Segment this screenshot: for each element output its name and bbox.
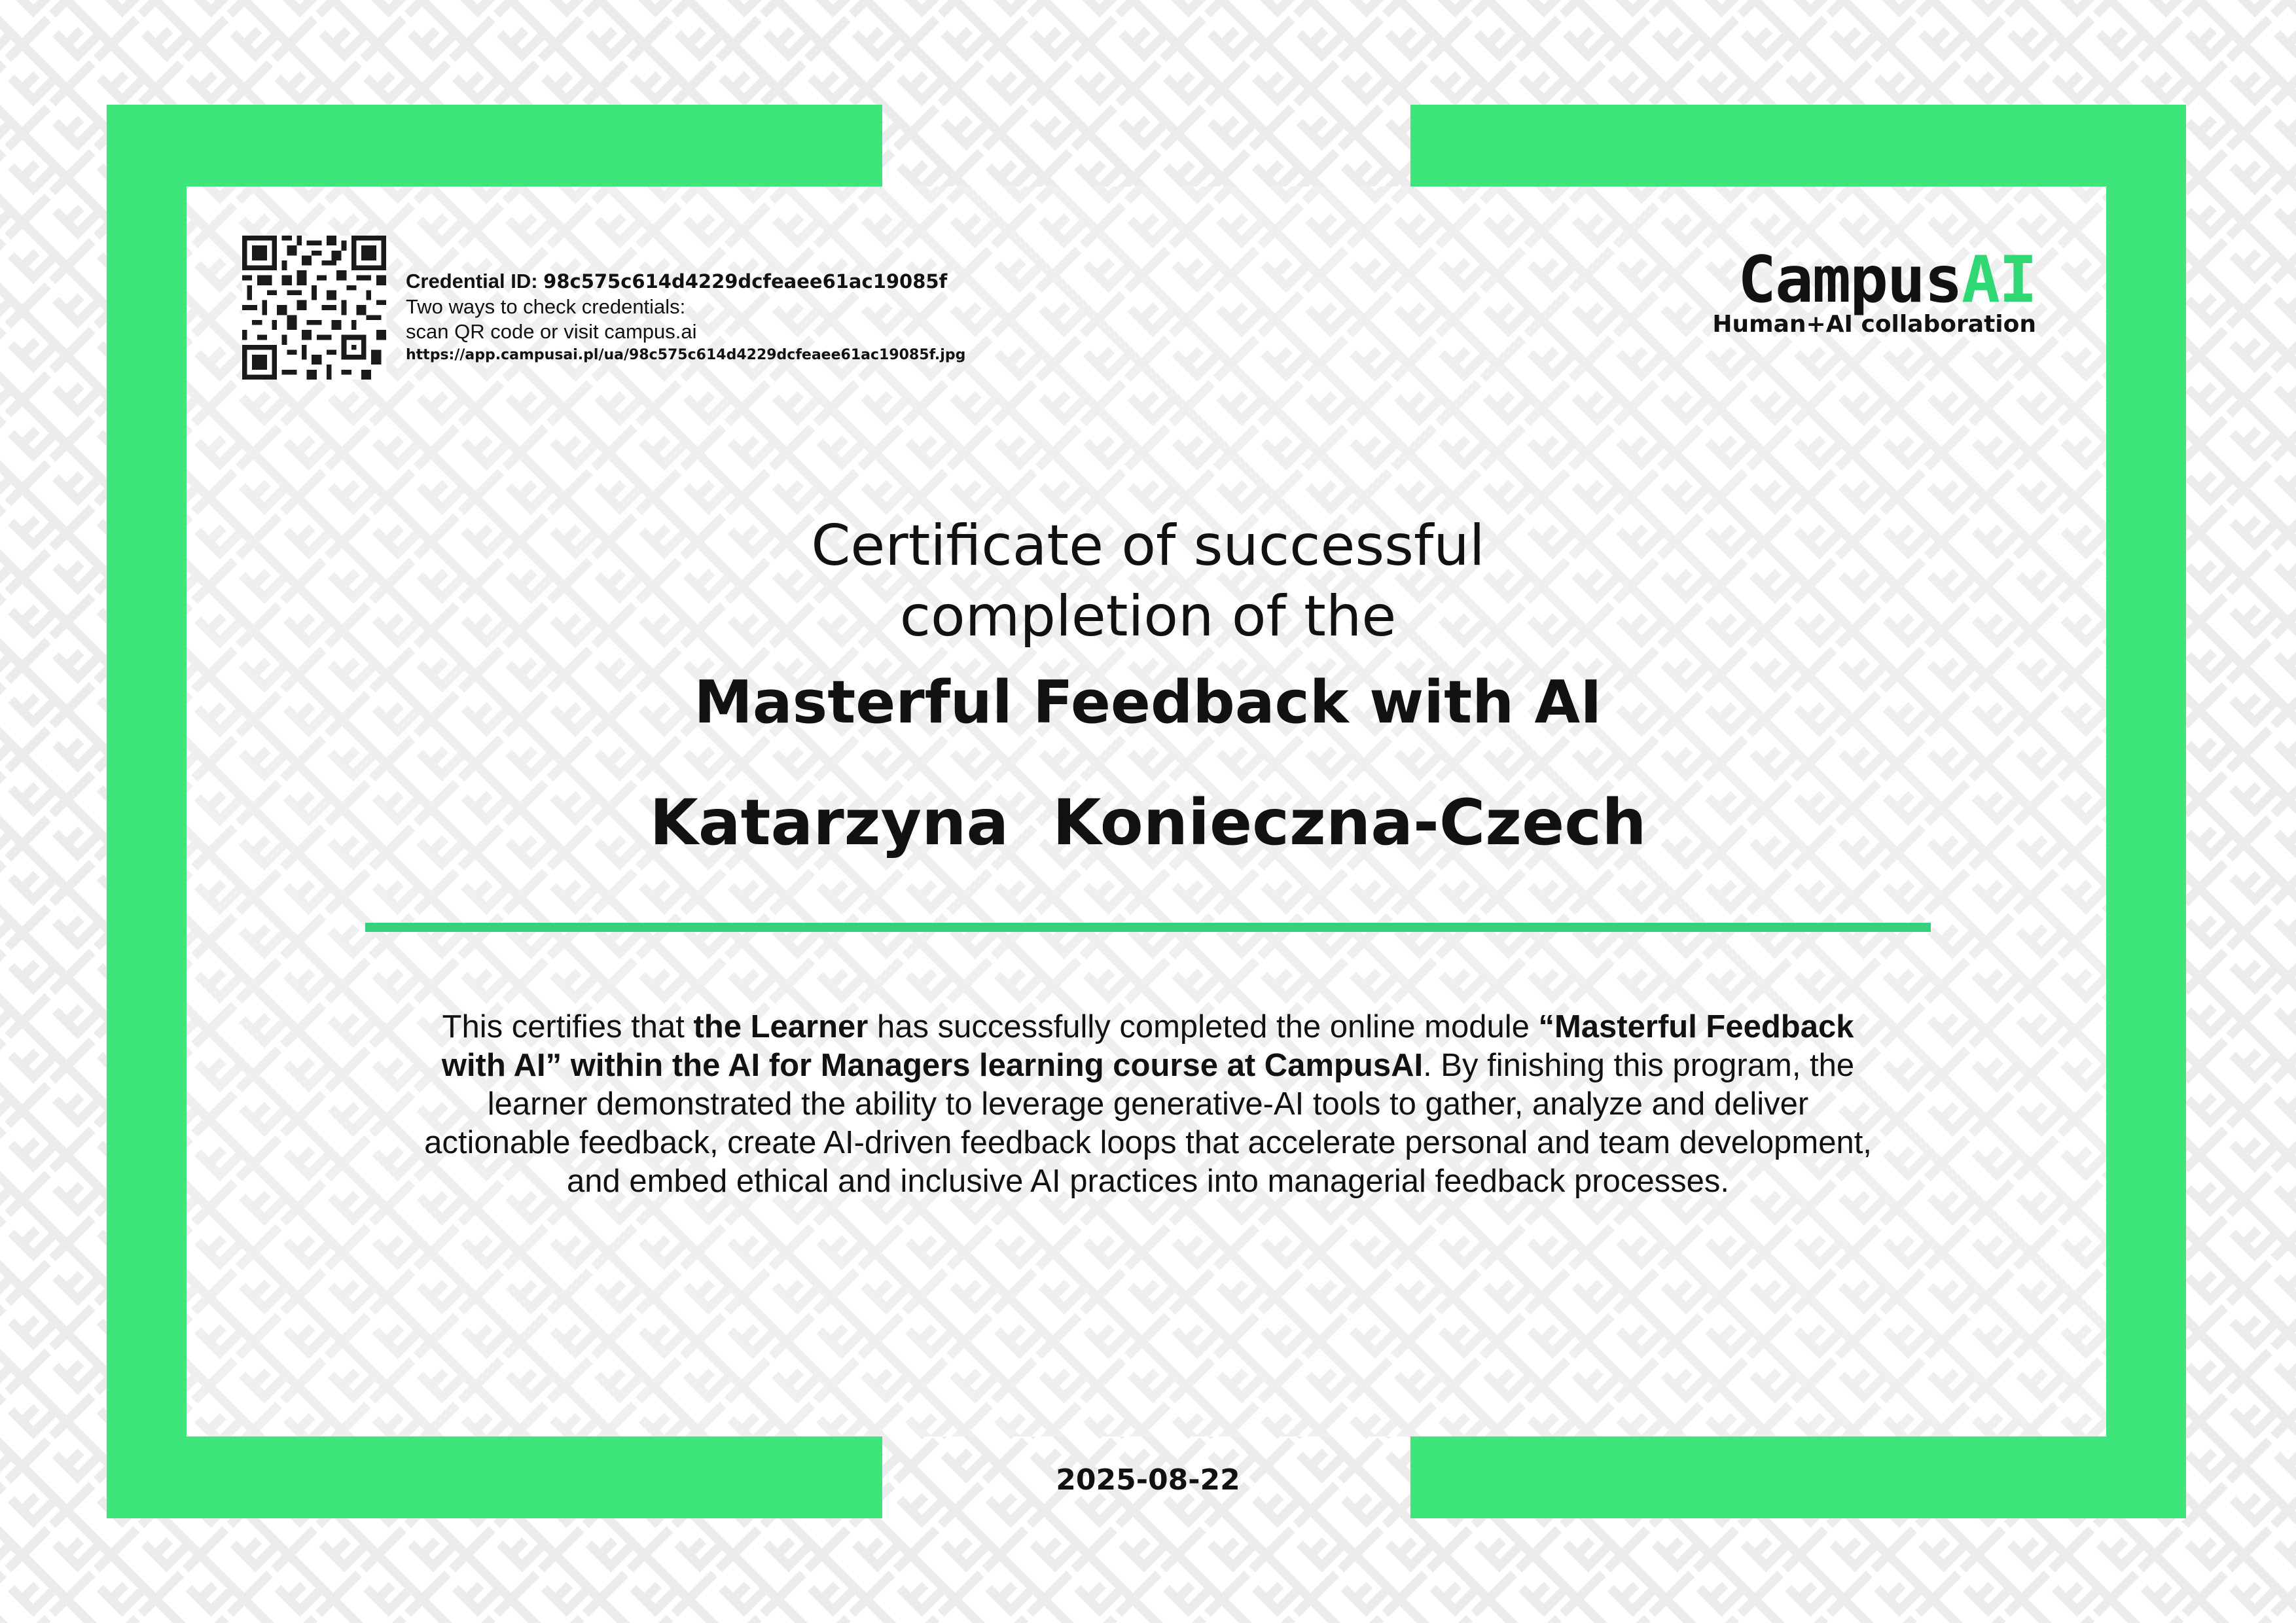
frame-top-left (107, 105, 882, 187)
certificate-title (0, 510, 2296, 652)
qr-code-icon[interactable] (242, 236, 386, 380)
credential-id-value: 98c575c614d4229dcfeaee61ac19085f (543, 270, 948, 293)
credential-url-link[interactable]: https://app.campusai.pl/ua/98c575c614d4229dcfeaee61ac19085f.jpg (406, 347, 966, 363)
title-line-1: Certificate of successful (811, 513, 1485, 579)
credential-check-text: Two ways to check credentials: (406, 295, 686, 318)
description-bold-2: “Masterful Feedback with AI” within the AI for Managers learning course at CampusAI (441, 1009, 1854, 1083)
certificate-description (419, 1008, 1877, 1201)
description-text-1: This certifies that (442, 1009, 694, 1044)
title-line-2: completion of the (899, 584, 1397, 649)
campusai-logo (1712, 243, 2036, 339)
learner-name: Katarzyna Konieczna-Czech (649, 786, 1647, 859)
credential-scan-text: scan QR code or visit campus.ai (406, 320, 697, 343)
description-text-2: has successfully completed the online module (868, 1009, 1539, 1044)
description-text-3: . By finishing this program, the learner demonstrated the ability to leverage generative-AI tools to gather, analyze and deliver actionable feedback, create AI-driven feedback loops that accelerate personal and team development, and embed ethical and inclusive AI practices into managerial feedback processes. (424, 1048, 1872, 1199)
brand-tagline: Human+AI collaboration (1712, 311, 2036, 338)
brand-wordmark (1712, 243, 2036, 317)
brand-name-main: Campus (1737, 243, 1962, 317)
brand-name-ai: AI (1961, 243, 2036, 317)
credential-block (406, 268, 965, 366)
divider-line (365, 923, 1931, 932)
credential-id-label: Credential ID: (406, 270, 538, 293)
completion-date: 2025-08-22 (1056, 1463, 1240, 1497)
description-bold-1: the Learner (693, 1009, 869, 1044)
credential-id-line (406, 268, 965, 294)
frame-top-right (1410, 105, 2186, 187)
course-name: Masterful Feedback with AI (694, 668, 1602, 737)
